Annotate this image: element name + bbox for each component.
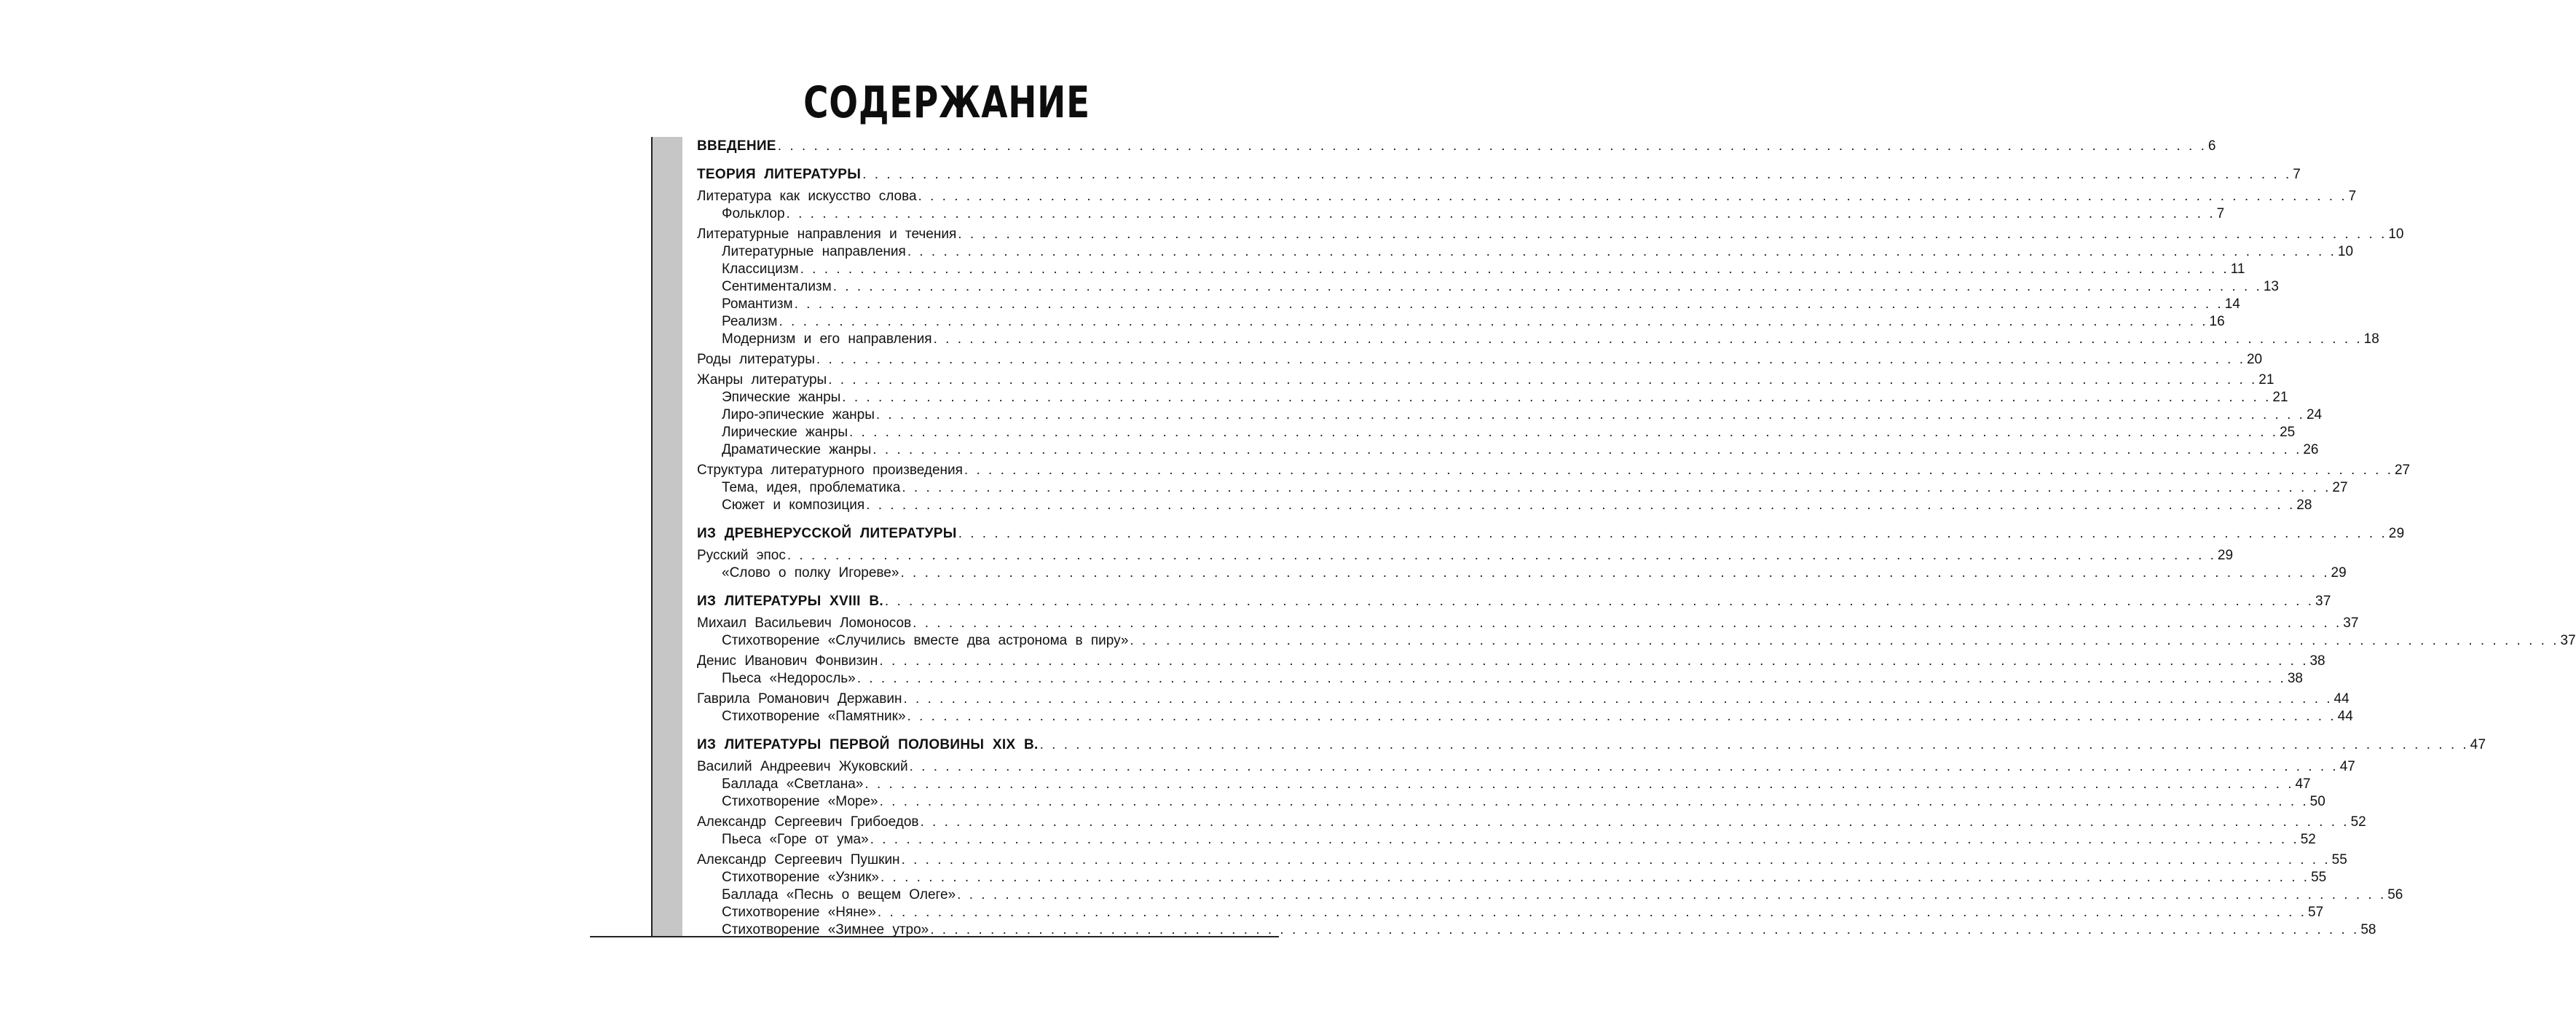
toc-page-number: 6 [2207, 138, 2216, 154]
toc-page-number: 38 [2309, 653, 2325, 669]
margin-band [652, 137, 682, 936]
toc-page-number: 50 [2309, 794, 2325, 809]
toc-entry[interactable] [697, 758, 2355, 776]
toc-entry-label: ИЗ ДРЕВНЕРУССКОЙ ЛИТЕРАТУРЫ [697, 526, 957, 541]
toc-entry[interactable] [697, 814, 2366, 831]
toc-dot-leader: . . . . . . . . . . . . . . . . . . . . . . . . . . . . . . . . . . . . . . . . . . . . . . . . . . . . . . . . . . . . . . . . . . . . . . . . . . . . . . . . . . . . . . . . . . . . . . . . . . . . . . . . . . . . . . . . . . . . . . . [849, 425, 2279, 440]
toc-subentry[interactable] [697, 869, 2327, 886]
toc-entry[interactable] [697, 615, 2359, 632]
toc-subentry[interactable] [697, 278, 2279, 296]
toc-page-number: 24 [2306, 407, 2323, 422]
toc-section[interactable] [697, 736, 2486, 754]
toc-dot-leader: . . . . . . . . . . . . . . . . . . . . . . . . . . . . . . . . . . . . . . . . . . . . . . . . . . . . . . . . . . . . . . . . . . . . . . . . . . . . . . . . . . . . . . . . . . . . . . . . . . . . . . . . . . . . . . . . . . . . . . . [958, 227, 2387, 242]
toc-entry-label: Денис Иванович Фонвизин [697, 653, 878, 669]
toc-dot-leader: . . . . . . . . . . . . . . . . . . . . . . . . . . . . . . . . . . . . . . . . . . . . . . . . . . . . . . . . . . . . . . . . . . . . . . . . . . . . . . . . . . . . . . . . . . . . . . . . . . . . . . . . . . . . . . . . . . . . . . . [920, 814, 2349, 830]
toc-entry-label: ТЕОРИЯ ЛИТЕРАТУРЫ [697, 167, 862, 182]
toc-entry-label: Александр Сергеевич Пушкин [697, 852, 900, 868]
toc-dot-leader: . . . . . . . . . . . . . . . . . . . . . . . . . . . . . . . . . . . . . . . . . . . . . . . . . . . . . . . . . . . . . . . . . . . . . . . . . . . . . . . . . . . . . . . . . . . . . . . . . . . . . . . . . . . . . . . . . . . . . . . [958, 526, 2387, 541]
table-of-contents [697, 138, 2576, 939]
toc-entry[interactable] [697, 371, 2274, 389]
toc-dot-leader: . . . . . . . . . . . . . . . . . . . . . . . . . . . . . . . . . . . . . . . . . . . . . . . . . . . . . . . . . . . . . . . . . . . . . . . . . . . . . . . . . . . . . . . . . . . . . . . . . . . . . . . . . . . . . . . . . . . . . . . [779, 314, 2208, 329]
toc-dot-leader: . . . . . . . . . . . . . . . . . . . . . . . . . . . . . . . . . . . . . . . . . . . . . . . . . . . . . . . . . . . . . . . . . . . . . . . . . . . . . . . . . . . . . . . . . . . . . . . . . . . . . . . . . . . . . . . . . . . . . . . [864, 776, 2294, 792]
toc-page-number: 10 [2337, 244, 2354, 259]
toc-page-number: 57 [2308, 905, 2324, 920]
toc-dot-leader: . . . . . . . . . . . . . . . . . . . . . . . . . . . . . . . . . . . . . . . . . . . . . . . . . . . . . . . . . . . . . . . . . . . . . . . . . . . . . . . . . . . . . . . . . . . . . . . . . . . . . . . . . . . . . . . . . . . . . . . [879, 794, 2309, 809]
toc-subentry[interactable] [697, 886, 2403, 904]
toc-page-number: 47 [2470, 737, 2486, 752]
toc-entry-label: Пьеса «Недоросль» [722, 671, 856, 686]
toc-page-number: 7 [2293, 167, 2301, 182]
toc-subentry[interactable] [697, 708, 2353, 725]
toc-entry[interactable] [697, 226, 2404, 243]
toc-page-number: 47 [2295, 776, 2311, 792]
toc-subentry[interactable] [697, 921, 2376, 939]
toc-page-number: 27 [2394, 463, 2411, 478]
toc-page-number: 25 [2280, 425, 2296, 440]
toc-dot-leader: . . . . . . . . . . . . . . . . . . . . . . . . . . . . . . . . . . . . . . . . . . . . . . . . . . . . . . . . . . . . . . . . . . . . . . . . . . . . . . . . . . . . . . . . . . . . . . . . . . . . . . . . . . . . . . . . . . . . . . . [879, 653, 2309, 669]
toc-page-number: 10 [2388, 227, 2404, 242]
toc-entry[interactable] [697, 462, 2411, 479]
toc-entry-label: Литературные направления [722, 244, 906, 259]
toc-entry-label: Лиро-эпические жанры [722, 407, 875, 422]
toc-dot-leader: . . . . . . . . . . . . . . . . . . . . . . . . . . . . . . . . . . . . . . . . . . . . . . . . . . . . . . . . . . . . . . . . . . . . . . . . . . . . . . . . . . . . . . . . . . . . . . . . . . . . . . . . . . . . . . . . . . . . . . . [933, 331, 2363, 347]
toc-entry-label: Классицизм [722, 261, 799, 277]
toc-subentry[interactable] [697, 776, 2311, 793]
toc-subentry[interactable] [697, 296, 2240, 313]
toc-page-number: 29 [2388, 526, 2405, 541]
toc-page-number: 13 [2263, 279, 2279, 294]
toc-entry[interactable] [697, 351, 2263, 369]
toc-page-number: 26 [2303, 442, 2319, 457]
toc-dot-leader: . . . . . . . . . . . . . . . . . . . . . . . . . . . . . . . . . . . . . . . . . . . . . . . . . . . . . . . . . . . . . . . . . . . . . . . . . . . . . . . . . . . . . . . . . . . . . . . . . . . . . . . . . . . . . . . . . . . . . . . [828, 372, 2258, 388]
toc-subentry[interactable] [697, 243, 2354, 261]
toc-dot-leader: . . . . . . . . . . . . . . . . . . . . . . . . . . . . . . . . . . . . . . . . . . . . . . . . . . . . . . . . . . . . . . . . . . . . . . . . . . . . . . . . . . . . . . . . . . . . . . . . . . . . . . . . . . . . . . . . . . . . . . . [909, 759, 2339, 774]
toc-entry-label: «Слово о полку Игореве» [722, 565, 899, 581]
toc-entry-label: Драматические жанры [722, 442, 872, 457]
toc-subentry[interactable] [697, 406, 2323, 424]
toc-dot-leader: . . . . . . . . . . . . . . . . . . . . . . . . . . . . . . . . . . . . . . . . . . . . . . . . . . . . . . . . . . . . . . . . . . . . . . . . . . . . . . . . . . . . . . . . . . . . . . . . . . . . . . . . . . . . . . . . . . . . . . . [873, 442, 2302, 457]
toc-dot-leader: . . . . . . . . . . . . . . . . . . . . . . . . . . . . . . . . . . . . . . . . . . . . . . . . . . . . . . . . . . . . . . . . . . . . . . . . . . . . . . . . . . . . . . . . . . . . . . . . . . . . . . . . . . . . . . . . . . . . . . . [907, 709, 2336, 724]
toc-entry-label: Модернизм и его направления [722, 331, 932, 347]
toc-page-number: 52 [2350, 814, 2366, 830]
toc-dot-leader: . . . . . . . . . . . . . . . . . . . . . . . . . . . . . . . . . . . . . . . . . . . . . . . . . . . . . . . . . . . . . . . . . . . . . . . . . . . . . . . . . . . . . . . . . . . . . . . . . . . . . . . . . . . . . . . . . . . . . . . [786, 206, 2215, 221]
toc-dot-leader: . . . . . . . . . . . . . . . . . . . . . . . . . . . . . . . . . . . . . . . . . . . . . . . . . . . . . . . . . . . . . . . . . . . . . . . . . . . . . . . . . . . . . . . . . . . . . . . . . . . . . . . . . . . . . . . . . . . . . . . [777, 138, 2207, 154]
toc-dot-leader: . . . . . . . . . . . . . . . . . . . . . . . . . . . . . . . . . . . . . . . . . . . . . . . . . . . . . . . . . . . . . . . . . . . . . . . . . . . . . . . . . . . . . . . . . . . . . . . . . . . . . . . . . . . . . . . . . . . . . . . [903, 691, 2333, 707]
toc-page-number: 47 [2339, 759, 2355, 774]
toc-page-number: 55 [2331, 852, 2347, 868]
toc-entry-label: ИЗ ЛИТЕРАТУРЫ ПЕРВОЙ ПОЛОВИНЫ XIX В. [697, 737, 1039, 752]
toc-dot-leader: . . . . . . . . . . . . . . . . . . . . . . . . . . . . . . . . . . . . . . . . . . . . . . . . . . . . . . . . . . . . . . . . . . . . . . . . . . . . . . . . . . . . . . . . . . . . . . . . . . . . . . . . . . . . . . . . . . . . . . . [832, 279, 2262, 294]
toc-subentry[interactable] [697, 497, 2312, 514]
toc-dot-leader: . . . . . . . . . . . . . . . . . . . . . . . . . . . . . . . . . . . . . . . . . . . . . . . . . . . . . . . . . . . . . . . . . . . . . . . . . . . . . . . . . . . . . . . . . . . . . . . . . . . . . . . . . . . . . . . . . . . . . . . [862, 167, 2292, 182]
toc-entry-label: Тема, идея, проблематика [722, 480, 901, 495]
toc-page-number: 56 [2387, 887, 2403, 902]
toc-entry-label: ИЗ ЛИТЕРАТУРЫ XVIII В. [697, 594, 883, 609]
toc-page-number: 21 [2258, 372, 2274, 388]
toc-dot-leader: . . . . . . . . . . . . . . . . . . . . . . . . . . . . . . . . . . . . . . . . . . . . . . . . . . . . . . . . . . . . . . . . . . . . . . . . . . . . . . . . . . . . . . . . . . . . . . . . . . . . . . . . . . . . . . . . . . . . . . . [794, 296, 2224, 312]
toc-page-number: 29 [2331, 565, 2347, 581]
toc-dot-leader: . . . . . . . . . . . . . . . . . . . . . . . . . . . . . . . . . . . . . . . . . . . . . . . . . . . . . . . . . . . . . . . . . . . . . . . . . . . . . . . . . . . . . . . . . . . . . . . . . . . . . . . . . . . . . . . . . . . . . . . [856, 671, 2286, 686]
toc-dot-leader: . . . . . . . . . . . . . . . . . . . . . . . . . . . . . . . . . . . . . . . . . . . . . . . . . . . . . . . . . . . . . . . . . . . . . . . . . . . . . . . . . . . . . . . . . . . . . . . . . . . . . . . . . . . . . . . . . . . . . . . [880, 870, 2310, 885]
toc-section[interactable] [697, 166, 2301, 184]
toc-page-number: 29 [2217, 548, 2234, 563]
toc-entry[interactable] [697, 188, 2357, 205]
toc-entry-label: Реализм [722, 314, 778, 329]
toc-page-number: 44 [2333, 691, 2349, 707]
toc-dot-leader: . . . . . . . . . . . . . . . . . . . . . . . . . . . . . . . . . . . . . . . . . . . . . . . . . . . . . . . . . . . . . . . . . . . . . . . . . . . . . . . . . . . . . . . . . . . . . . . . . . . . . . . . . . . . . . . . . . . . . . . [907, 244, 2336, 259]
toc-dot-leader: . . . . . . . . . . . . . . . . . . . . . . . . . . . . . . . . . . . . . . . . . . . . . . . . . . . . . . . . . . . . . . . . . . . . . . . . . . . . . . . . . . . . . . . . . . . . . . . . . . . . . . . . . . . . . . . . . . . . . . . [800, 261, 2229, 277]
toc-dot-leader: . . . . . . . . . . . . . . . . . . . . . . . . . . . . . . . . . . . . . . . . . . . . . . . . . . . . . . . . . . . . . . . . . . . . . . . . . . . . . . . . . . . . . . . . . . . . . . . . . . . . . . . . . . . . . . . . . . . . . . . [1039, 737, 2469, 752]
toc-subentry[interactable] [697, 205, 2225, 223]
toc-page-number: 27 [2332, 480, 2348, 495]
toc-subentry[interactable] [697, 389, 2288, 406]
toc-entry[interactable] [697, 851, 2347, 869]
toc-entry-label: Фольклор [722, 206, 785, 221]
toc-subentry[interactable] [697, 564, 2347, 582]
toc-dot-leader: . . . . . . . . . . . . . . . . . . . . . . . . . . . . . . . . . . . . . . . . . . . . . . . . . . . . . . . . . . . . . . . . . . . . . . . . . . . . . . . . . . . . . . . . . . . . . . . . . . . . . . . . . . . . . . . . . . . . . . . [842, 390, 2272, 405]
toc-dot-leader: . . . . . . . . . . . . . . . . . . . . . . . . . . . . . . . . . . . . . . . . . . . . . . . . . . . . . . . . . . . . . . . . . . . . . . . . . . . . . . . . . . . . . . . . . . . . . . . . . . . . . . . . . . . . . . . . . . . . . . . [901, 852, 2331, 868]
toc-section[interactable] [697, 525, 2405, 543]
toc-entry-label: Стихотворение «Случились вместе два астронома в пиру» [722, 633, 1129, 648]
toc-entry-label: ВВЕДЕНИЕ [697, 138, 776, 154]
toc-page-number: 21 [2272, 390, 2288, 405]
toc-dot-leader: . . . . . . . . . . . . . . . . . . . . . . . . . . . . . . . . . . . . . . . . . . . . . . . . . . . . . . . . . . . . . . . . . . . . . . . . . . . . . . . . . . . . . . . . . . . . . . . . . . . . . . . . . . . . . . . . . . . . . . . [877, 905, 2307, 920]
toc-subentry[interactable] [697, 904, 2324, 921]
toc-page-number: 38 [2287, 671, 2303, 686]
toc-page-number: 20 [2246, 352, 2263, 367]
toc-dot-leader: . . . . . . . . . . . . . . . . . . . . . . . . . . . . . . . . . . . . . . . . . . . . . . . . . . . . . . . . . . . . . . . . . . . . . . . . . . . . . . . . . . . . . . . . . . . . . . . . . . . . . . . . . . . . . . . . . . . . . . . [918, 189, 2347, 204]
toc-page-number: 11 [2230, 261, 2245, 277]
toc-entry-label: Сентиментализм [722, 279, 832, 294]
toc-entry[interactable] [697, 691, 2349, 708]
toc-subentry[interactable] [697, 831, 2316, 849]
toc-entry[interactable] [697, 547, 2234, 564]
toc-subentry[interactable] [697, 424, 2296, 441]
vertical-divider [651, 137, 653, 937]
toc-page-number: 55 [2311, 870, 2327, 885]
toc-dot-leader: . . . . . . . . . . . . . . . . . . . . . . . . . . . . . . . . . . . . . . . . . . . . . . . . . . . . . . . . . . . . . . . . . . . . . . . . . . . . . . . . . . . . . . . . . . . . . . . . . . . . . . . . . . . . . . . . . . . . . . . [884, 594, 2314, 609]
toc-entry-label: Стихотворение «Памятник» [722, 709, 906, 724]
toc-subentry[interactable] [697, 632, 2576, 650]
toc-entry-label: Роды литературы [697, 352, 815, 367]
toc-page-number: 37 [2315, 594, 2331, 609]
toc-entry-label: Русский эпос [697, 548, 786, 563]
toc-dot-leader: . . . . . . . . . . . . . . . . . . . . . . . . . . . . . . . . . . . . . . . . . . . . . . . . . . . . . . . . . . . . . . . . . . . . . . . . . . . . . . . . . . . . . . . . . . . . . . . . . . . . . . . . . . . . . . . . . . . . . . . [902, 480, 2331, 495]
toc-page-number: 7 [2348, 189, 2357, 204]
toc-entry-label: Литература как искусство слова [697, 189, 917, 204]
toc-dot-leader: . . . . . . . . . . . . . . . . . . . . . . . . . . . . . . . . . . . . . . . . . . . . . . . . . . . . . . . . . . . . . . . . . . . . . . . . . . . . . . . . . . . . . . . . . . . . . . . . . . . . . . . . . . . . . . . . . . . . . . . [957, 887, 2387, 902]
toc-dot-leader: . . . . . . . . . . . . . . . . . . . . . . . . . . . . . . . . . . . . . . . . . . . . . . . . . . . . . . . . . . . . . . . . . . . . . . . . . . . . . . . . . . . . . . . . . . . . . . . . . . . . . . . . . . . . . . . . . . . . . . . [787, 548, 2216, 563]
toc-entry-label: Романтизм [722, 296, 793, 312]
toc-dot-leader: . . . . . . . . . . . . . . . . . . . . . . . . . . . . . . . . . . . . . . . . . . . . . . . . . . . . . . . . . . . . . . . . . . . . . . . . . . . . . . . . . . . . . . . . . . . . . . . . . . . . . . . . . . . . . . . . . . . . . . . [1130, 633, 2559, 648]
toc-dot-leader: . . . . . . . . . . . . . . . . . . . . . . . . . . . . . . . . . . . . . . . . . . . . . . . . . . . . . . . . . . . . . . . . . . . . . . . . . . . . . . . . . . . . . . . . . . . . . . . . . . . . . . . . . . . . . . . . . . . . . . . [930, 922, 2360, 937]
toc-dot-leader: . . . . . . . . . . . . . . . . . . . . . . . . . . . . . . . . . . . . . . . . . . . . . . . . . . . . . . . . . . . . . . . . . . . . . . . . . . . . . . . . . . . . . . . . . . . . . . . . . . . . . . . . . . . . . . . . . . . . . . . [913, 615, 2342, 631]
toc-page-number: 28 [2296, 497, 2312, 513]
toc-entry-label: Стихотворение «Зимнее утро» [722, 922, 929, 937]
toc-page-number: 58 [2360, 922, 2376, 937]
toc-entry-label: Литературные направления и течения [697, 227, 957, 242]
toc-subentry[interactable] [697, 261, 2245, 278]
toc-page-number: 37 [2343, 615, 2359, 631]
toc-page-number: 44 [2337, 709, 2353, 724]
toc-dot-leader: . . . . . . . . . . . . . . . . . . . . . . . . . . . . . . . . . . . . . . . . . . . . . . . . . . . . . . . . . . . . . . . . . . . . . . . . . . . . . . . . . . . . . . . . . . . . . . . . . . . . . . . . . . . . . . . . . . . . . . . [875, 407, 2305, 422]
toc-subentry[interactable] [697, 670, 2303, 688]
toc-entry-label: Александр Сергеевич Грибоедов [697, 814, 919, 830]
toc-page-number: 18 [2363, 331, 2379, 347]
toc-entry-label: Баллада «Светлана» [722, 776, 864, 792]
toc-entry-label: Стихотворение «Море» [722, 794, 878, 809]
toc-subentry[interactable] [697, 331, 2379, 348]
toc-entry-label: Стихотворение «Няне» [722, 905, 876, 920]
toc-entry-label: Гаврила Романович Державин [697, 691, 902, 707]
toc-page-number: 16 [2209, 314, 2225, 329]
toc-dot-leader: . . . . . . . . . . . . . . . . . . . . . . . . . . . . . . . . . . . . . . . . . . . . . . . . . . . . . . . . . . . . . . . . . . . . . . . . . . . . . . . . . . . . . . . . . . . . . . . . . . . . . . . . . . . . . . . . . . . . . . . [816, 352, 2245, 367]
toc-entry-label: Василий Андреевич Жуковский [697, 759, 908, 774]
toc-page-number: 52 [2300, 832, 2316, 847]
toc-page-number: 14 [2224, 296, 2240, 312]
toc-page-number: 7 [2216, 206, 2225, 221]
toc-section[interactable] [697, 138, 2216, 155]
toc-dot-leader: . . . . . . . . . . . . . . . . . . . . . . . . . . . . . . . . . . . . . . . . . . . . . . . . . . . . . . . . . . . . . . . . . . . . . . . . . . . . . . . . . . . . . . . . . . . . . . . . . . . . . . . . . . . . . . . . . . . . . . . [870, 832, 2299, 847]
toc-dot-leader: . . . . . . . . . . . . . . . . . . . . . . . . . . . . . . . . . . . . . . . . . . . . . . . . . . . . . . . . . . . . . . . . . . . . . . . . . . . . . . . . . . . . . . . . . . . . . . . . . . . . . . . . . . . . . . . . . . . . . . . [964, 463, 2393, 478]
toc-subentry[interactable] [697, 313, 2225, 331]
page-title: СОДЕРЖАНИЕ [803, 77, 1090, 128]
toc-entry-label: Лирические жанры [722, 425, 848, 440]
toc-entry[interactable] [697, 653, 2325, 670]
toc-entry-label: Жанры литературы [697, 372, 827, 388]
toc-page-number: 37 [2560, 633, 2576, 648]
toc-entry-label: Эпические жанры [722, 390, 841, 405]
toc-entry-label: Михаил Васильевич Ломоносов [697, 615, 912, 631]
toc-entry-label: Пьеса «Горе от ума» [722, 832, 869, 847]
toc-entry-label: Сюжет и композиция [722, 497, 865, 513]
toc-entry-label: Структура литературного произведения [697, 463, 963, 478]
toc-dot-leader: . . . . . . . . . . . . . . . . . . . . . . . . . . . . . . . . . . . . . . . . . . . . . . . . . . . . . . . . . . . . . . . . . . . . . . . . . . . . . . . . . . . . . . . . . . . . . . . . . . . . . . . . . . . . . . . . . . . . . . . [900, 565, 2330, 581]
toc-subentry[interactable] [697, 793, 2325, 811]
toc-subentry[interactable] [697, 441, 2319, 459]
toc-entry-label: Баллада «Песнь о вещем Олеге» [722, 887, 956, 902]
toc-section[interactable] [697, 593, 2331, 610]
toc-subentry[interactable] [697, 479, 2348, 497]
toc-entry-label: Стихотворение «Узник» [722, 870, 879, 885]
toc-dot-leader: . . . . . . . . . . . . . . . . . . . . . . . . . . . . . . . . . . . . . . . . . . . . . . . . . . . . . . . . . . . . . . . . . . . . . . . . . . . . . . . . . . . . . . . . . . . . . . . . . . . . . . . . . . . . . . . . . . . . . . . [866, 497, 2296, 513]
